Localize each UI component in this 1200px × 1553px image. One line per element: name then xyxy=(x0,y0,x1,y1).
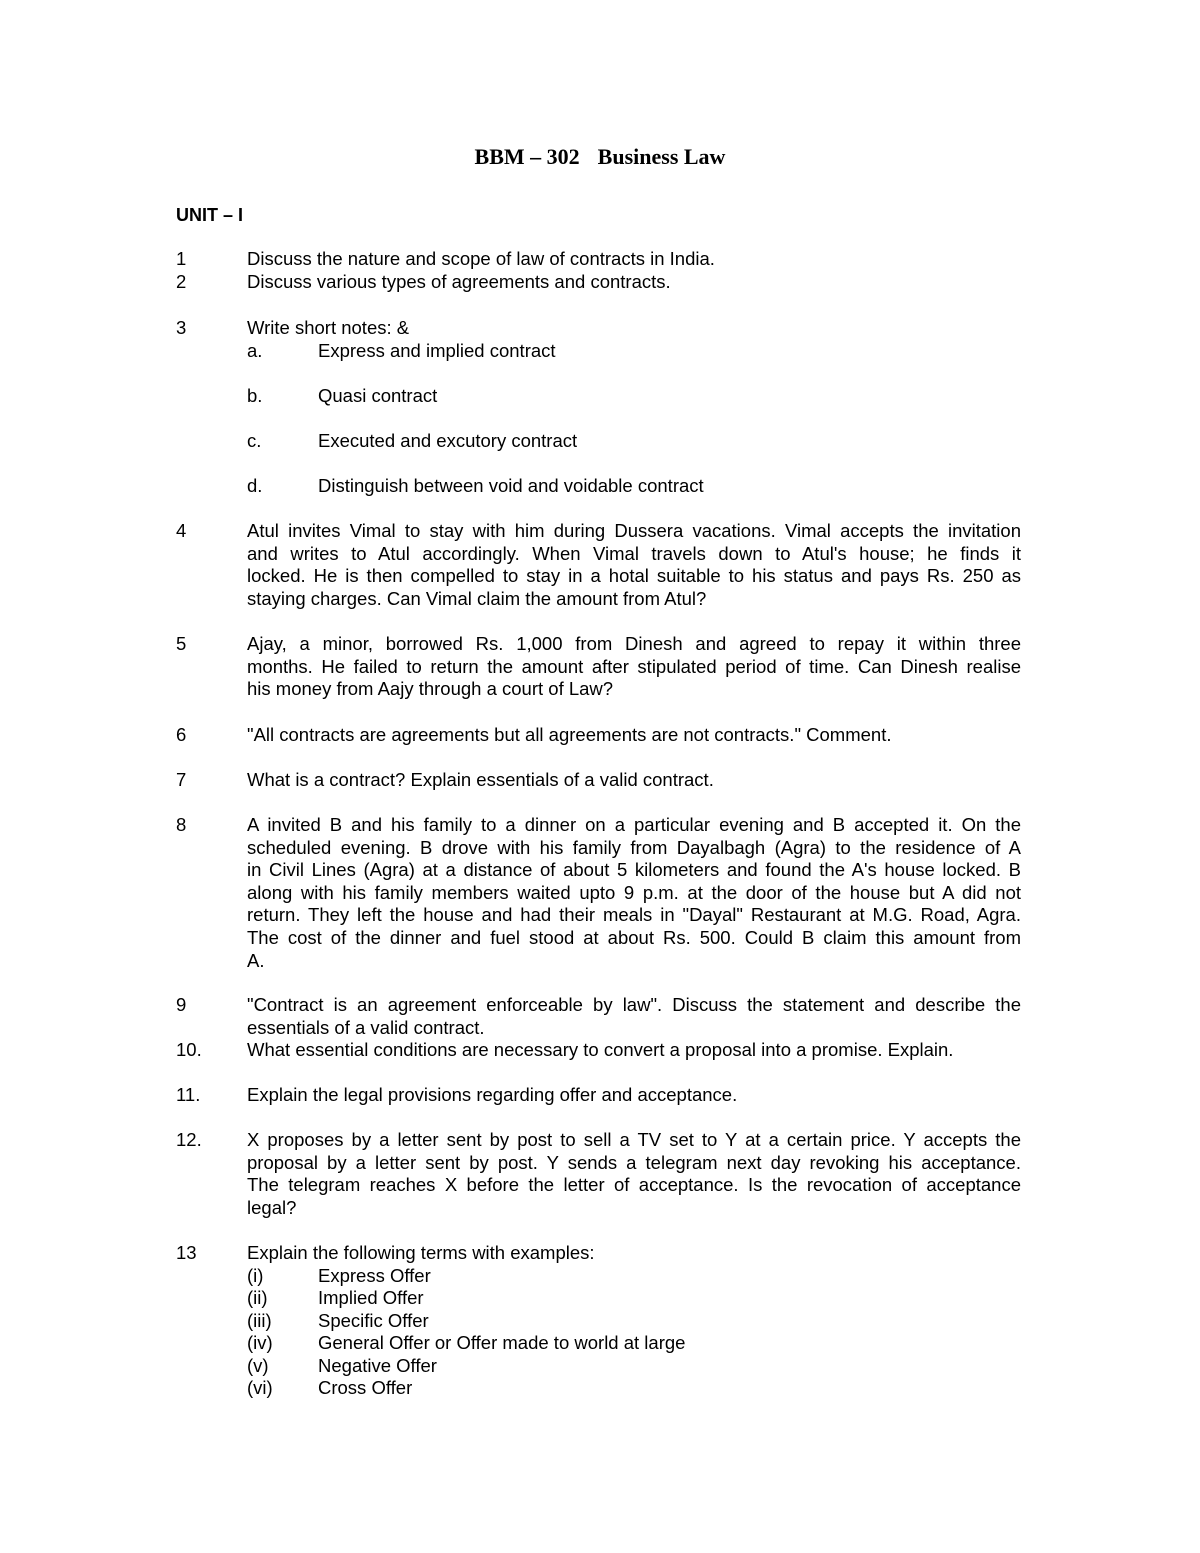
sub-item-text: Quasi contract xyxy=(318,385,438,406)
sub-item-label: c. xyxy=(247,430,262,451)
question-number: 8 xyxy=(176,814,187,835)
question-text xyxy=(247,633,1021,701)
question-number: 13 xyxy=(176,1242,197,1263)
sub-item-text: Express and implied contract xyxy=(318,340,556,361)
question-number: 11. xyxy=(176,1084,201,1105)
text-line: locked. He is then compelled to stay in a hotal suitable to his status and pays Rs. 250 as xyxy=(247,565,1021,587)
question-text xyxy=(247,994,1021,1039)
text-line: "Contract is an agreement enforceable by law". Discuss the statement and describe the xyxy=(247,994,1021,1015)
question-number: 10. xyxy=(176,1039,202,1060)
text-line: The telegram reaches X before the letter of acceptance. Is the revocation of acceptance xyxy=(247,1174,1021,1196)
text-line: and writes to Atul accordingly. When Vimal travels down to Atul's house; he finds it xyxy=(247,542,1021,564)
sub-item-text: Executed and excutory contract xyxy=(318,430,578,451)
text-line: Atul invites Vimal to stay with him during Dussera vacations. Vimal accepts the invitation xyxy=(247,520,1021,541)
sub-item-text: Cross Offer xyxy=(318,1377,413,1398)
sub-item-label: (iv) xyxy=(247,1332,273,1353)
text-line: X proposes by a letter sent by post to sell a TV set to Y at a certain price. Y accepts the xyxy=(247,1129,1021,1150)
sub-item-label: a. xyxy=(247,340,263,361)
unit-heading: UNIT – I xyxy=(176,205,244,225)
question-number: 2 xyxy=(176,271,187,292)
sub-item-label: (ii) xyxy=(247,1287,268,1308)
text-line: proposal by a letter sent by post. Y sends a telegram next day revoking his acceptance. xyxy=(247,1151,1021,1173)
text-line: scheduled evening. B drove with his family from Dayalbagh (Agra) to the residence of A xyxy=(247,836,1021,858)
text-line: return. They left the house and had their meals in "Dayal" Restaurant at M.G. Road, Agra. xyxy=(247,904,1021,926)
text-line: A invited B and his family to a dinner on a particular evening and B accepted it. On the xyxy=(247,814,1021,835)
sub-item-label: b. xyxy=(247,385,263,406)
sub-item-text: Specific Offer xyxy=(318,1310,429,1331)
question-text: Explain the following terms with examples: xyxy=(247,1242,595,1263)
text-line: The cost of the dinner and fuel stood at about Rs. 500. Could B claim this amount from xyxy=(247,926,1021,948)
question-number: 6 xyxy=(176,724,187,745)
question-text: Write short notes: & xyxy=(247,317,410,338)
text-line: essentials of a valid contract. xyxy=(247,1016,485,1038)
question-number: 9 xyxy=(176,994,187,1015)
sub-item-text: Negative Offer xyxy=(318,1355,437,1376)
sub-item-text: Distinguish between void and voidable contract xyxy=(318,475,704,496)
question-number: 7 xyxy=(176,769,187,790)
question-text: Discuss the nature and scope of law of contracts in India. xyxy=(247,248,715,269)
sub-item-label: d. xyxy=(247,475,263,496)
text-line: along with his family members waited upto 9 p.m. at the door of the house but A did not xyxy=(247,881,1021,903)
question-text xyxy=(247,1129,1021,1219)
question-text: Explain the legal provisions regarding offer and acceptance. xyxy=(247,1084,738,1105)
question-number: 1 xyxy=(176,248,187,269)
text-line: legal? xyxy=(247,1196,297,1218)
question-number: 3 xyxy=(176,317,187,338)
question-text xyxy=(247,814,1021,972)
sub-item-label: (i) xyxy=(247,1265,264,1286)
sub-item-text: Implied Offer xyxy=(318,1287,424,1308)
text-line: Ajay, a minor, borrowed Rs. 1,000 from Dinesh and agreed to repay it within three xyxy=(247,633,1021,654)
page-title xyxy=(0,143,1200,171)
question-text: "All contracts are agreements but all agreements are not contracts." Comment. xyxy=(247,724,892,745)
text-line: months. He failed to return the amount after stipulated period of time. Can Dinesh realise xyxy=(247,655,1021,677)
sub-item-label: (vi) xyxy=(247,1377,273,1398)
text-line: in Civil Lines (Agra) at a distance of about 5 kilometers and found the A's house locked. B xyxy=(247,859,1021,881)
text-line: his money from Aajy through a court of Law? xyxy=(247,678,614,700)
question-number: 4 xyxy=(176,520,187,541)
question-number: 5 xyxy=(176,633,187,654)
course-code: BBM – 302 xyxy=(474,144,580,169)
text-line: A. xyxy=(247,949,265,971)
sub-item-text: General Offer or Offer made to world at large xyxy=(318,1332,686,1353)
question-text: What is a contract? Explain essentials of a valid contract. xyxy=(247,769,714,790)
question-number: 12. xyxy=(176,1129,202,1150)
question-text: What essential conditions are necessary to convert a proposal into a promise. Explain. xyxy=(247,1039,954,1060)
sub-item-label: (iii) xyxy=(247,1310,272,1331)
text-line: staying charges. Can Vimal claim the amount from Atul? xyxy=(247,587,707,609)
course-name: Business Law xyxy=(597,144,726,169)
sub-item-text: Express Offer xyxy=(318,1265,431,1286)
sub-item-label: (v) xyxy=(247,1355,269,1376)
question-text xyxy=(247,520,1021,610)
question-text: Discuss various types of agreements and contracts. xyxy=(247,271,671,292)
